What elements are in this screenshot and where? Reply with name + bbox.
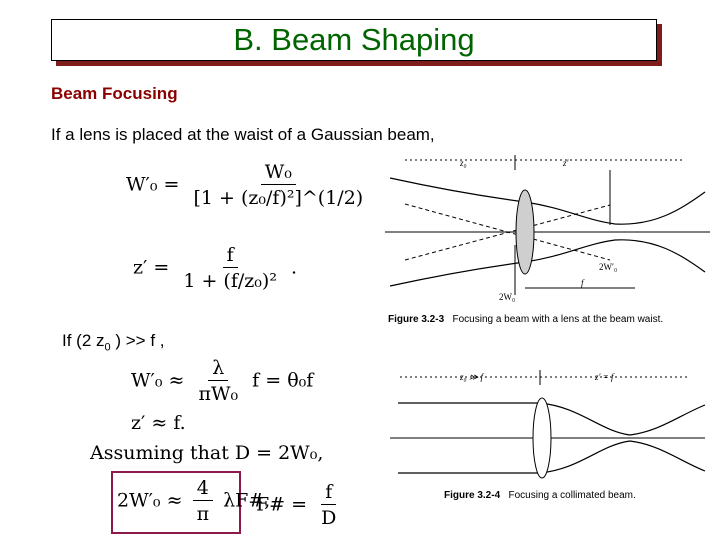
figure-1-number: Figure 3.2-3 (388, 314, 445, 325)
condition-sub: 0 (104, 341, 111, 354)
beam-bottom-edge (390, 240, 705, 286)
zprime-condition-label: z′ = f (595, 372, 614, 382)
equation-distance (133, 243, 297, 294)
eq6-lhs: 2W′₀ ≈ (117, 489, 183, 512)
eq2-den: 1 + (f/z₀)² (183, 270, 277, 292)
z0-condition-label: z₀ ≫ f (460, 372, 484, 382)
equation-waist (126, 160, 371, 211)
collimated-focusing-diagram (390, 365, 710, 485)
eq1-fraction (189, 160, 367, 211)
lens-2 (533, 398, 551, 478)
lens (516, 190, 534, 274)
eq3-mid: f = θ₀f (252, 369, 314, 392)
eq2-end: . (290, 256, 298, 279)
focal-label: f (581, 278, 584, 288)
input-waist-label: 2W₀ (499, 292, 516, 302)
slide-title: B. Beam Shaping (233, 22, 475, 57)
figure-1-caption (388, 314, 663, 325)
intro-text: If a lens is placed at the waist of a Gaussian beam, (51, 125, 435, 144)
beam-top-edge (390, 178, 705, 224)
condition-prefix: If (2 z (62, 331, 105, 350)
eq2-lhs: z′ = (133, 256, 170, 279)
beam-top-edge-2 (398, 403, 705, 435)
eq6-num: 4 (193, 476, 213, 501)
equation-f-number (256, 480, 344, 531)
condition-suffix: ) >> f , (115, 331, 165, 350)
figure-2-number: Figure 3.2-4 (444, 490, 501, 501)
figure-2-text: Focusing a collimated beam. (508, 490, 636, 501)
equation-approx-distance: z′ ≈ f. (131, 412, 186, 434)
eq3-lhs: W′₀ ≈ (131, 369, 185, 392)
figure-2-caption (444, 490, 636, 501)
figure-1-text: Focusing a beam with a lens at the beam waist. (452, 314, 664, 325)
equation-spot-size (117, 476, 270, 527)
eq6-fraction (193, 476, 214, 527)
eq3-fraction (194, 356, 242, 407)
eq1-num: W₀ (261, 160, 296, 185)
eq6-rhs-den: D (321, 507, 337, 529)
z0-label: z₀ (460, 158, 467, 168)
eq6-mid: λF#, (223, 489, 271, 512)
equation-approx-waist (131, 356, 313, 407)
eq2-fraction (179, 243, 281, 294)
beam-bottom-edge-2 (398, 441, 705, 473)
eq6-rhs-num: f (321, 480, 336, 505)
eq3-den: πW₀ (198, 383, 239, 405)
eq3-num: λ (208, 356, 228, 381)
eq1-lhs: W′₀ = (126, 173, 180, 196)
title-box (51, 19, 657, 61)
eq6-rhs-lhs: F# = (256, 493, 308, 516)
eq1-den: [1 + (z₀/f)²]^(1/2) (193, 187, 364, 209)
assumption-text: Assuming that D = 2W₀, (90, 442, 324, 464)
zprime-label: z′ (563, 158, 569, 168)
eq6-rhs-fraction (317, 480, 340, 531)
eq6-den: π (196, 503, 210, 525)
condition-text (62, 331, 165, 353)
focusing-waist-diagram (385, 150, 715, 310)
output-waist-label: 2W′₀ (599, 262, 618, 272)
eq2-num: f (223, 243, 238, 268)
section-heading: Beam Focusing (51, 84, 178, 103)
